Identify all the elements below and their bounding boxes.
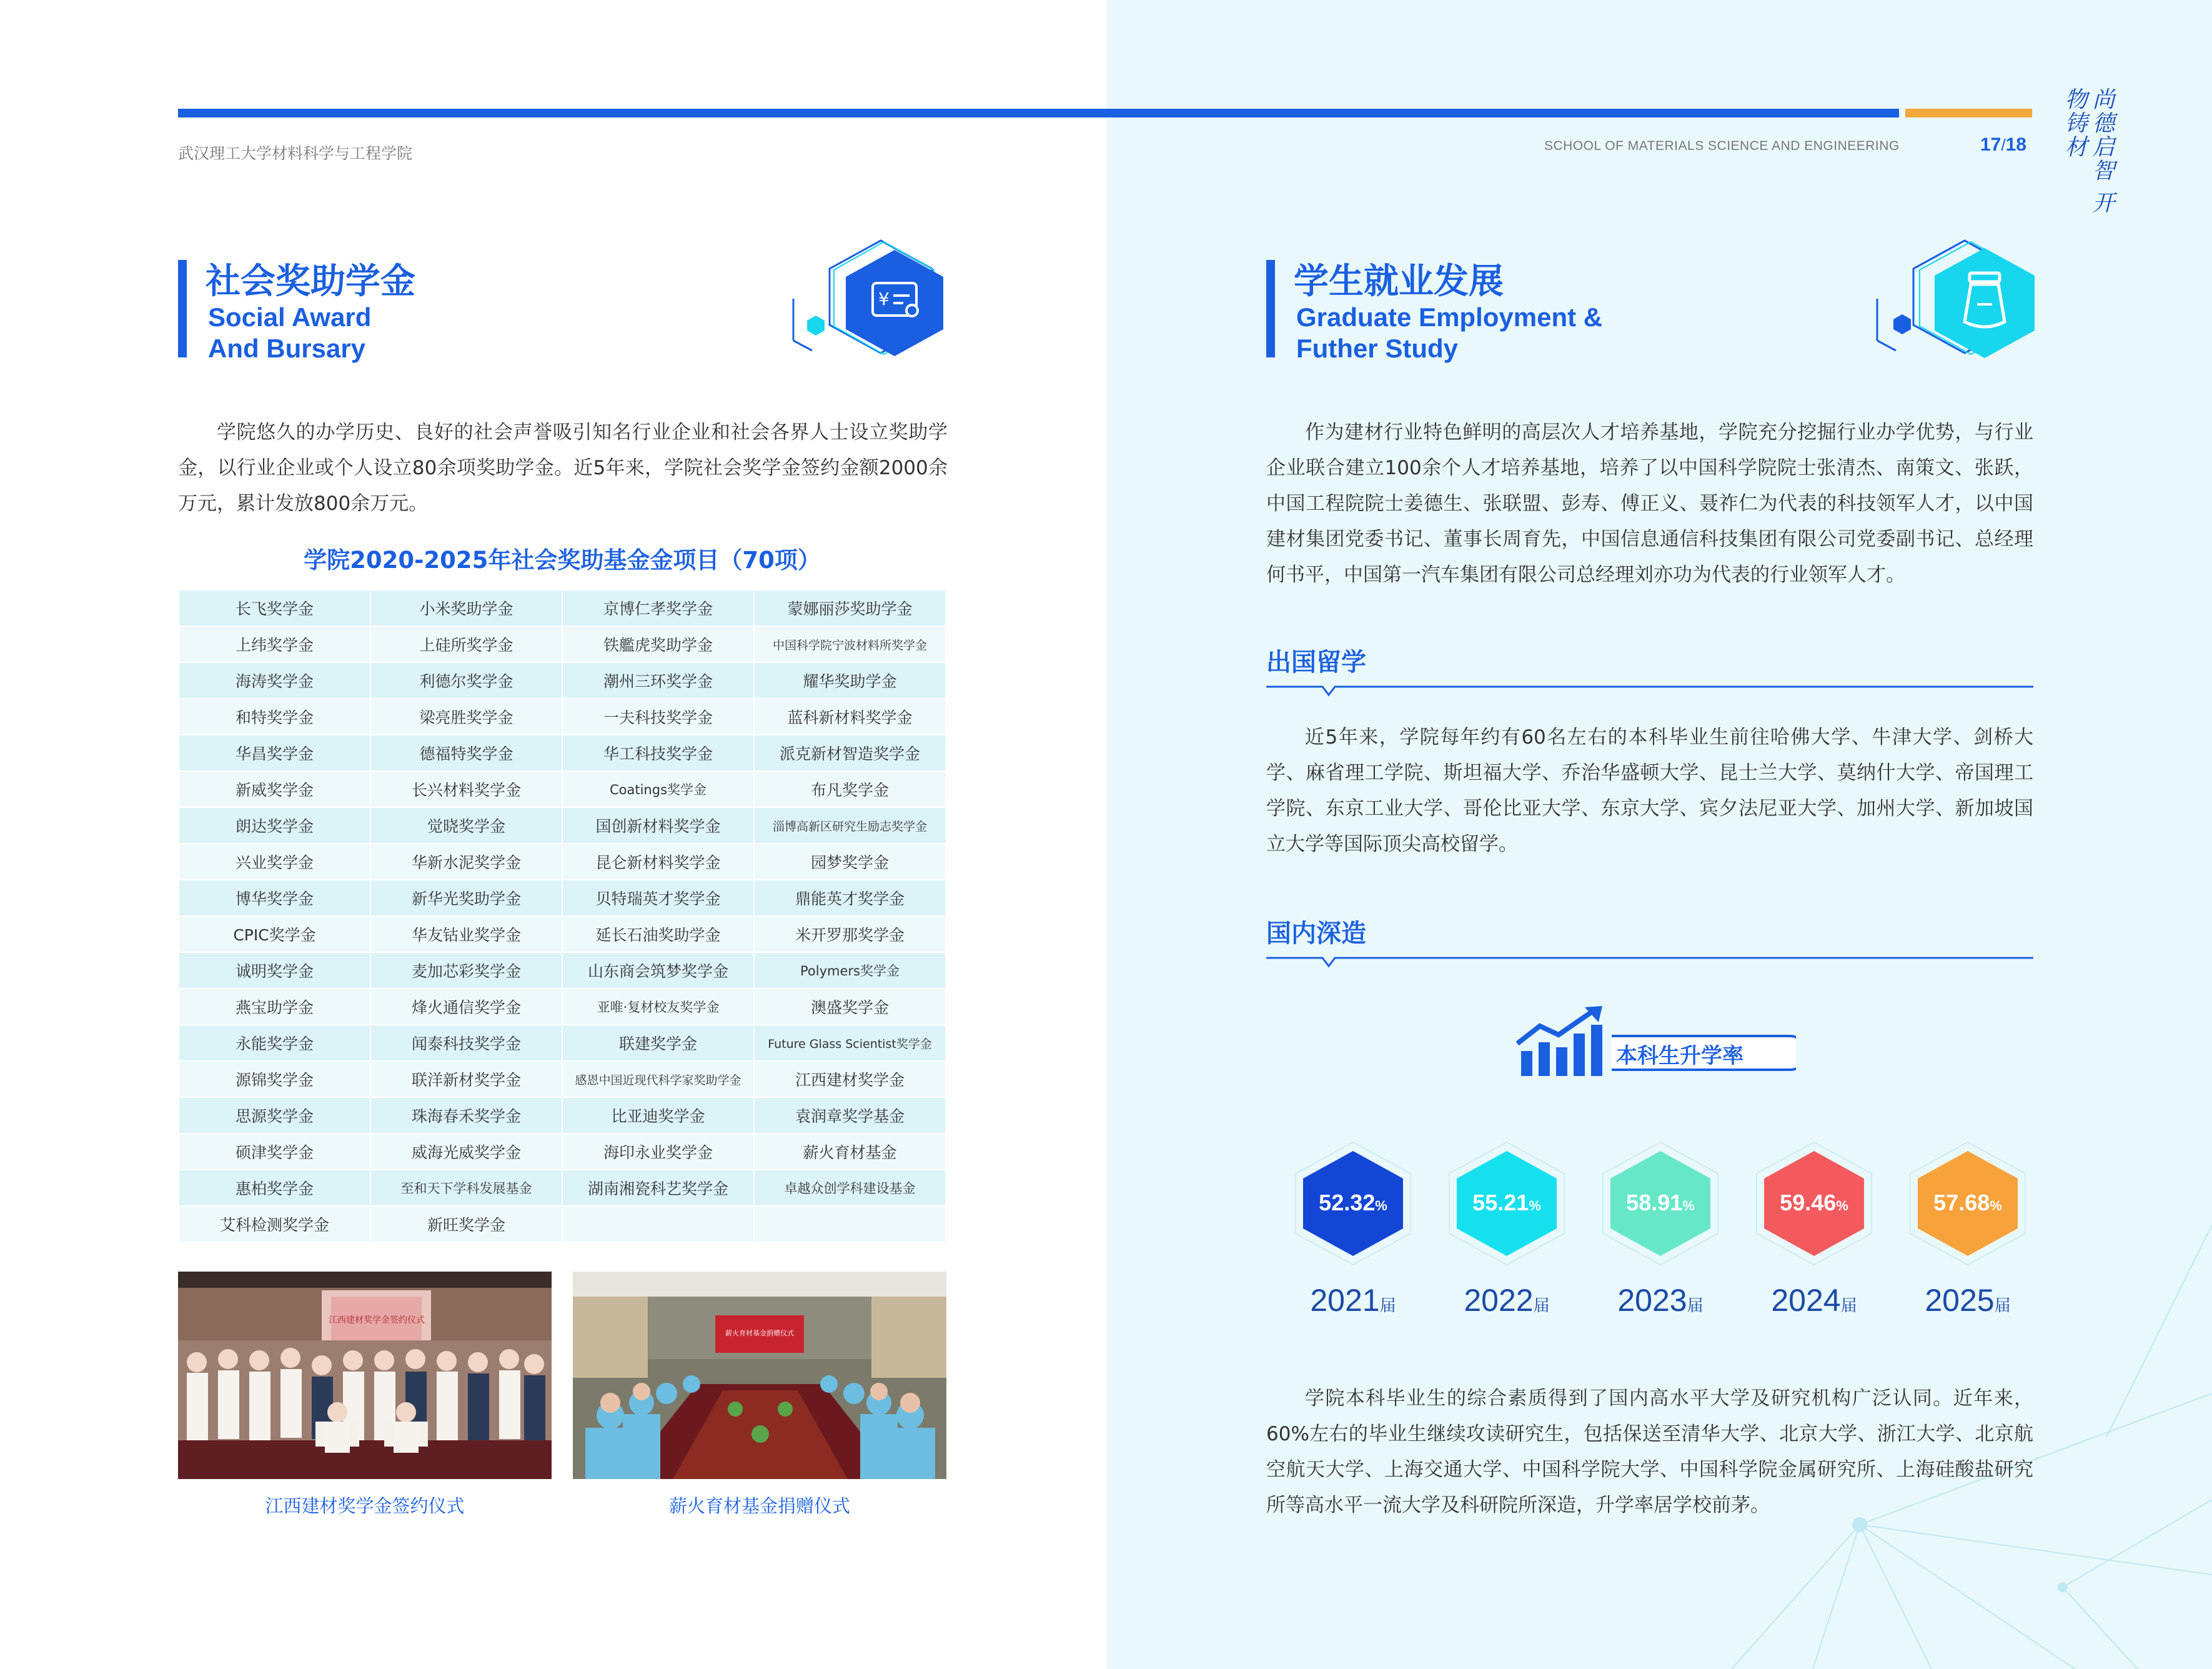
rate-unit: % xyxy=(1836,1198,1848,1213)
table-cell: 珠海春禾奖学金 xyxy=(370,1097,562,1133)
section-title-en-line2: And Bursary xyxy=(208,334,366,363)
table-row xyxy=(179,735,946,771)
left-intro-paragraph: 学院悠久的办学历史、良好的社会声誉吸引知名行业企业和社会各界人士设立奖助学金，以行业企业或个人设立80余项奖助学金。近5年来，学院社会奖学金签约金额2000余万元，累计发放800余万元。 xyxy=(178,421,948,515)
rate-number: 52.32 xyxy=(1319,1190,1376,1215)
page-current: 17 xyxy=(1980,134,2001,155)
table-cell: 澳盛奖学金 xyxy=(754,989,946,1025)
table-cell: 燕宝助学金 xyxy=(179,989,370,1025)
table-cell: 诚明奖学金 xyxy=(179,952,370,989)
table-row xyxy=(179,989,946,1025)
table-cell: 至和天下学科发展基金 xyxy=(370,1170,562,1206)
rate-number: 58.91 xyxy=(1626,1190,1683,1215)
rate-value xyxy=(1908,1190,2028,1216)
photo-banner-text: 薪火育材基金捐赠仪式 xyxy=(725,1329,794,1337)
year-suffix: 届 xyxy=(1840,1296,1857,1315)
table-cell: 华工科技奖学金 xyxy=(562,735,754,771)
table-cell: 蒙娜丽莎奖助学金 xyxy=(754,590,946,626)
photo-banner-text: 江西建材奖学金签约仪式 xyxy=(329,1315,425,1325)
table-cell: 上纬奖学金 xyxy=(179,626,370,662)
table-cell: 卓越众创学科建设基金 xyxy=(754,1170,946,1206)
photo-signing-ceremony-image xyxy=(178,1272,552,1479)
section-title-cn: 社会奖助学金 xyxy=(206,261,415,302)
rate-number: 55.21 xyxy=(1472,1190,1529,1215)
year-number: 2025 xyxy=(1925,1283,1995,1318)
table-cell: 博华奖学金 xyxy=(179,880,370,916)
rate-year xyxy=(1293,1282,1413,1318)
section-title-en-line1: Graduate Employment & xyxy=(1296,302,1603,332)
table-cell: 烽火通信奖学金 xyxy=(370,989,562,1025)
rate-number: 59.46 xyxy=(1780,1190,1837,1215)
table-cell: 京博仁孝奖学金 xyxy=(562,590,754,626)
table-cell: 蓝科新材料奖学金 xyxy=(754,699,946,735)
table-cell: 鼎能英才奖学金 xyxy=(754,880,946,916)
scholarship-table xyxy=(178,589,946,1243)
graduation-gown-icon xyxy=(1871,234,2040,359)
table-cell: 中国科学院宁波材料所奖学金 xyxy=(754,626,946,662)
school-name-cn: 武汉理工大学材料科学与工程学院 xyxy=(178,144,413,162)
table-row xyxy=(179,771,946,807)
table-cell: 硕津奖学金 xyxy=(179,1133,370,1170)
rate-number: 57.68 xyxy=(1933,1190,1990,1215)
table-cell: 德福特奖学金 xyxy=(370,735,562,771)
table-cell: 海印永业奖学金 xyxy=(562,1133,754,1170)
table-cell: 新华光奖助学金 xyxy=(370,880,562,916)
table-row xyxy=(179,880,946,916)
table-row xyxy=(179,662,946,699)
section-title-cn: 学生就业发展 xyxy=(1294,261,1504,302)
photo-donation-meeting-image xyxy=(573,1272,946,1479)
table-cell: 感恩中国近现代科学家奖助学金 xyxy=(562,1061,754,1097)
table-cell: 派克新材智造奖学金 xyxy=(754,735,946,771)
table-cell: 亚唯·复材校友奖学金 xyxy=(562,989,754,1025)
table-cell: 山东商会筑梦奖学金 xyxy=(562,952,754,989)
scholarship-table-title: 学院2020-2025年社会奖助基金金项目（70项） xyxy=(304,547,821,574)
section-header-employment xyxy=(1266,254,1766,366)
header-bar-blue xyxy=(178,109,1899,117)
table-cell: 新旺奖学金 xyxy=(370,1206,562,1242)
rate-year xyxy=(1754,1282,1874,1318)
rate-unit: % xyxy=(1682,1198,1695,1213)
rate-hexagon xyxy=(1908,1141,2028,1266)
table-cell: 梁亮胜奖学金 xyxy=(370,699,562,735)
domestic-divider xyxy=(1266,952,2033,969)
motto-text: 尚德启智 开物铸材 xyxy=(2061,87,2115,215)
table-cell: 延长石油奖助学金 xyxy=(562,916,754,952)
scholarship-card-icon xyxy=(787,234,950,359)
table-row xyxy=(179,1025,946,1061)
table-row xyxy=(179,1097,946,1133)
rate-value xyxy=(1600,1190,1720,1216)
table-cell: Future Glass Scientist奖学金 xyxy=(754,1025,946,1061)
table-cell xyxy=(562,1206,754,1242)
year-number: 2021 xyxy=(1310,1283,1380,1318)
table-cell: 利德尔奖学金 xyxy=(370,662,562,699)
table-cell: 一夫科技奖学金 xyxy=(562,699,754,735)
table-cell: 长飞奖学金 xyxy=(179,590,370,626)
table-cell: 比亚迪奖学金 xyxy=(562,1097,754,1133)
table-row xyxy=(179,952,946,989)
table-cell xyxy=(754,1206,946,1242)
table-row xyxy=(179,807,946,844)
year-number: 2023 xyxy=(1617,1283,1687,1318)
table-row xyxy=(179,1170,946,1206)
rate-unit: % xyxy=(1990,1198,2002,1213)
section-header-social-award xyxy=(178,254,678,366)
page-separator: / xyxy=(2001,136,2006,154)
abroad-divider xyxy=(1266,681,2033,697)
table-cell: 湖南湘瓷科艺奖学金 xyxy=(562,1170,754,1206)
table-cell: 新威奖学金 xyxy=(179,771,370,807)
year-suffix: 届 xyxy=(1379,1296,1396,1315)
table-cell: 袁润章奖学基金 xyxy=(754,1097,946,1133)
table-cell: 潮州三环奖学金 xyxy=(562,662,754,699)
table-cell: 铁艦虎奖助学金 xyxy=(562,626,754,662)
table-cell: 华昌奖学金 xyxy=(179,735,370,771)
table-row xyxy=(179,1061,946,1097)
section-title-en-line1: Social Award xyxy=(208,302,372,332)
table-row xyxy=(179,626,946,662)
table-row xyxy=(179,844,946,880)
school-name-en: SCHOOL OF MATERIALS SCIENCE AND ENGINEERING xyxy=(1544,139,1900,153)
abroad-subheading: 出国留学 xyxy=(1266,648,1366,677)
section-title-en-line2: Futher Study xyxy=(1296,334,1458,363)
rate-value xyxy=(1293,1190,1413,1216)
table-cell: 觉晓奖学金 xyxy=(370,807,562,844)
header-bar-orange xyxy=(1905,109,2032,117)
abroad-paragraph: 近5年来，学院每年约有60名左右的本科毕业生前往哈佛大学、牛津大学、剑桥大学、麻省理工学院、斯坦福大学、乔治华盛顿大学、昆士兰大学、莫纳什大学、帝国理工学院、东京工业大学、哥伦比亚大学、东京大学、宾夕法尼亚大学、加州大学、新加坡国立大学等国际顶尖高校留学。 xyxy=(1266,726,2033,855)
table-cell: 上硅所奖学金 xyxy=(370,626,562,662)
table-cell: 园梦奖学金 xyxy=(754,844,946,880)
photo-xinhuo-donation xyxy=(573,1272,946,1479)
year-suffix: 届 xyxy=(1687,1296,1704,1315)
table-cell: 耀华奖助学金 xyxy=(754,662,946,699)
domestic-subheading: 国内深造 xyxy=(1266,919,1366,948)
enrollment-rate-label: 本科生升学率 xyxy=(1616,1044,1743,1069)
table-cell: 布凡奖学金 xyxy=(754,771,946,807)
table-cell: 薪火育材基金 xyxy=(754,1133,946,1170)
table-cell: 江西建材奖学金 xyxy=(754,1061,946,1097)
table-cell: 艾科检测奖学金 xyxy=(179,1206,370,1242)
table-cell: Coatings奖学金 xyxy=(562,771,754,807)
table-cell: 兴业奖学金 xyxy=(179,844,370,880)
table-row xyxy=(179,590,946,626)
table-cell: 昆仑新材料奖学金 xyxy=(562,844,754,880)
table-cell: 和特奖学金 xyxy=(179,699,370,735)
table-cell: 联建奖学金 xyxy=(562,1025,754,1061)
photo-jiangxi-signing xyxy=(178,1272,552,1479)
year-suffix: 届 xyxy=(1994,1296,2011,1315)
motto-calligraphy xyxy=(2059,87,2115,237)
rate-value xyxy=(1447,1190,1567,1216)
page-total: 18 xyxy=(2005,134,2026,155)
rate-hexagon xyxy=(1293,1141,1413,1266)
table-cell: 麦加芯彩奖学金 xyxy=(370,952,562,989)
table-cell: 小米奖助学金 xyxy=(370,590,562,626)
section-accent-bar xyxy=(1266,260,1275,357)
svg-text:¥: ¥ xyxy=(878,289,890,309)
table-cell: 惠柏奖学金 xyxy=(179,1170,370,1206)
rate-hexagon xyxy=(1600,1141,1720,1266)
right-intro-paragraph: 作为建材行业特色鲜明的高层次人才培养基地，学院充分挖掘行业办学优势，与行业企业联合建立100余个人才培养基地，培养了以中国科学院院士张清杰、南策文、张跃，中国工程院院士姜德生、张联盟、彭寿、傅正义、聂祚仁为代表的科技领军人才，以中国建材集团党委书记、董事长周育先，中国信息通信科技集团有限公司党委副书记、总经理何书平，中国第一汽车集团有限公司总经理刘亦功为代表的行业领军人才。 xyxy=(1266,421,2033,586)
table-cell: 华友钴业奖学金 xyxy=(370,916,562,952)
table-cell: 国创新材料奖学金 xyxy=(562,807,754,844)
rate-value xyxy=(1754,1190,1874,1216)
photo-caption-1: 江西建材奖学金签约仪式 xyxy=(265,1495,465,1517)
table-cell: 联洋新材奖学金 xyxy=(370,1061,562,1097)
table-cell: 思源奖学金 xyxy=(179,1097,370,1133)
table-cell: 朗达奖学金 xyxy=(179,807,370,844)
table-cell: Polymers奖学金 xyxy=(754,952,946,989)
year-number: 2022 xyxy=(1464,1283,1534,1318)
table-row xyxy=(179,699,946,735)
rate-year xyxy=(1447,1282,1567,1318)
table-cell: 贝特瑞英才奖学金 xyxy=(562,880,754,916)
table-cell: 闻泰科技奖学金 xyxy=(370,1025,562,1061)
domestic-paragraph: 学院本科毕业生的综合素质得到了国内高水平大学及研究机构广泛认同。近年来，60%左右的毕业生继续攻读研究生，包括保送至清华大学、北京大学、浙江大学、北京航空航天大学、上海交通大学、中国科学院大学、中国科学院金属研究所、上海硅酸盐研究所等高水平一流大学及科研院所深造，升学率居学校前茅。 xyxy=(1266,1387,2033,1517)
rate-year xyxy=(1600,1282,1720,1318)
table-row xyxy=(179,1206,946,1242)
page-number xyxy=(1980,134,2026,156)
rate-year xyxy=(1908,1282,2028,1318)
table-cell: 海涛奖学金 xyxy=(179,662,370,699)
table-cell: 永能奖学金 xyxy=(179,1025,370,1061)
rate-unit: % xyxy=(1529,1198,1541,1213)
year-number: 2024 xyxy=(1771,1283,1841,1318)
rate-hexagon xyxy=(1447,1141,1567,1266)
photo-caption-2: 薪火育材基金捐赠仪式 xyxy=(668,1495,850,1517)
table-cell: 米开罗那奖学金 xyxy=(754,916,946,952)
table-row xyxy=(179,916,946,952)
table-cell: 淄博高新区研究生励志奖学金 xyxy=(754,807,946,844)
enrollment-rate-banner xyxy=(1515,1006,1796,1081)
section-accent-bar xyxy=(178,260,187,357)
table-row xyxy=(179,1133,946,1170)
table-cell: CPIC奖学金 xyxy=(179,916,370,952)
year-suffix: 届 xyxy=(1533,1296,1550,1315)
table-cell: 源锦奖学金 xyxy=(179,1061,370,1097)
rate-unit: % xyxy=(1375,1198,1387,1213)
table-cell: 威海光威奖学金 xyxy=(370,1133,562,1170)
rate-hexagon xyxy=(1754,1141,1874,1266)
table-cell: 华新水泥奖学金 xyxy=(370,844,562,880)
table-cell: 长兴材料奖学金 xyxy=(370,771,562,807)
